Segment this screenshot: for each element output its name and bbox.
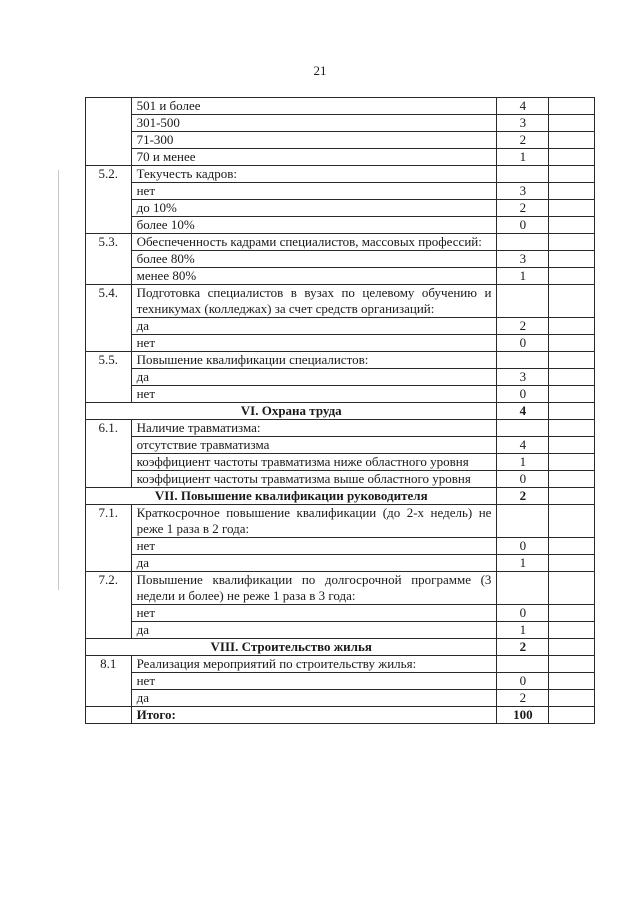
section-title: VII. Повышение квалификации руководителя [86,488,497,505]
empty-cell [549,251,595,268]
table-row [86,656,595,673]
empty-cell [549,454,595,471]
criterion-text: 71-300 [131,132,497,149]
table-row [86,335,595,352]
empty-cell [549,572,595,605]
empty-cell [549,285,595,318]
score-cell: 3 [497,251,549,268]
table-row [86,622,595,639]
row-number: 7.1. [86,505,132,572]
score-cell [497,352,549,369]
empty-cell [549,656,595,673]
empty-cell [549,437,595,454]
row-number: 5.4. [86,285,132,352]
score-cell [497,234,549,251]
empty-cell [549,183,595,200]
row-number [86,98,132,166]
criterion-text: до 10% [131,200,497,217]
score-cell: 0 [497,605,549,622]
section-title: VIII. Строительство жилья [86,639,497,656]
criterion-text: коэффициент частоты травматизма ниже областного уровня [131,454,497,471]
criterion-text: нет [131,183,497,200]
table-row [86,318,595,335]
score-cell: 4 [497,98,549,115]
criterion-text: Повышение квалификации специалистов: [131,352,497,369]
table-row [86,200,595,217]
table-row [86,285,595,318]
empty-cell [549,166,595,183]
empty-cell [549,352,595,369]
table-row [86,234,595,251]
criterion-text: нет [131,386,497,403]
score-cell: 2 [497,318,549,335]
empty-cell [549,690,595,707]
section-row [86,403,595,420]
empty-cell [549,318,595,335]
criterion-text: да [131,690,497,707]
score-cell [497,285,549,318]
row-number: 8.1 [86,656,132,707]
criterion-text: отсутствие травматизма [131,437,497,454]
table-row [86,420,595,437]
table-row [86,555,595,572]
score-cell: 3 [497,183,549,200]
criterion-text: да [131,622,497,639]
table-row [86,268,595,285]
criterion-text: да [131,369,497,386]
table-row [86,471,595,488]
criterion-text: да [131,318,497,335]
table-row [86,690,595,707]
score-cell: 0 [497,386,549,403]
empty-cell [549,268,595,285]
row-number [86,707,132,724]
criterion-text: нет [131,335,497,352]
empty-cell [549,335,595,352]
row-number: 5.2. [86,166,132,234]
table-row [86,149,595,166]
score-cell: 2 [497,132,549,149]
table-row [86,132,595,149]
table-row [86,454,595,471]
empty-cell [549,149,595,166]
criteria-table [85,97,595,724]
score-cell: 3 [497,369,549,386]
score-cell [497,572,549,605]
table-row [86,115,595,132]
section-title: VI. Охрана труда [86,403,497,420]
empty-cell [549,217,595,234]
criterion-text: 501 и более [131,98,497,115]
table-row [86,217,595,234]
score-cell: 1 [497,268,549,285]
criterion-text: менее 80% [131,268,497,285]
empty-cell [549,639,595,656]
empty-cell [549,115,595,132]
table-row [86,98,595,115]
criterion-text: Текучесть кадров: [131,166,497,183]
criterion-text: Подготовка специалистов в вузах по целевому обучению и техникумах (колледжах) за счет средств организаций: [131,285,497,318]
table-row [86,673,595,690]
empty-cell [549,98,595,115]
table-row [86,183,595,200]
criterion-text: более 80% [131,251,497,268]
criterion-text: Реализация мероприятий по строительству жилья: [131,656,497,673]
score-cell: 3 [497,115,549,132]
empty-cell [549,403,595,420]
score-cell: 0 [497,217,549,234]
empty-cell [549,538,595,555]
criterion-text: более 10% [131,217,497,234]
total-score: 100 [497,707,549,724]
score-cell [497,166,549,183]
criterion-text: 301-500 [131,115,497,132]
criterion-text: 70 и менее [131,149,497,166]
empty-cell [549,369,595,386]
empty-cell [549,234,595,251]
empty-cell [549,505,595,538]
page-number: 21 [313,63,327,78]
empty-cell [549,622,595,639]
empty-cell [549,132,595,149]
section-row [86,639,595,656]
empty-cell [549,555,595,572]
table-row [86,437,595,454]
section-row [86,488,595,505]
row-number: 5.3. [86,234,132,285]
table-row [86,505,595,538]
empty-cell [549,605,595,622]
row-number: 6.1. [86,420,132,488]
scan-edge-mark [58,170,59,590]
empty-cell [549,471,595,488]
empty-cell [549,386,595,403]
empty-cell [549,200,595,217]
score-cell: 0 [497,673,549,690]
criterion-text: Наличие травматизма: [131,420,497,437]
table-row [86,251,595,268]
score-cell: 1 [497,454,549,471]
row-number: 5.5. [86,352,132,403]
table-row [86,605,595,622]
table-row [86,166,595,183]
table-row [86,386,595,403]
criterion-text: Обеспеченность кадрами специалистов, массовых профессий: [131,234,497,251]
total-row [86,707,595,724]
section-score: 4 [497,403,549,420]
table-row [86,572,595,605]
score-cell [497,420,549,437]
table-row [86,369,595,386]
empty-cell [549,673,595,690]
empty-cell [549,707,595,724]
score-cell [497,656,549,673]
score-cell: 0 [497,538,549,555]
criterion-text: Краткосрочное повышение квалификации (до 2-х недель) не реже 1 раза в 2 года: [131,505,497,538]
empty-cell [549,488,595,505]
table-row [86,352,595,369]
score-cell: 0 [497,335,549,352]
criterion-text: Повышение квалификации по долгосрочной программе (3 недели и более) не реже 1 раза в 3 года: [131,572,497,605]
score-cell: 0 [497,471,549,488]
criterion-text: нет [131,673,497,690]
score-cell: 2 [497,200,549,217]
total-label: Итого: [131,707,497,724]
table-row [86,538,595,555]
criterion-text: да [131,555,497,572]
criterion-text: нет [131,538,497,555]
score-cell: 1 [497,149,549,166]
score-cell [497,505,549,538]
section-score: 2 [497,488,549,505]
score-cell: 4 [497,437,549,454]
empty-cell [549,420,595,437]
score-cell: 1 [497,622,549,639]
criterion-text: коэффициент частоты травматизма выше областного уровня [131,471,497,488]
section-score: 2 [497,639,549,656]
score-cell: 1 [497,555,549,572]
criterion-text: нет [131,605,497,622]
score-cell: 2 [497,690,549,707]
row-number: 7.2. [86,572,132,639]
